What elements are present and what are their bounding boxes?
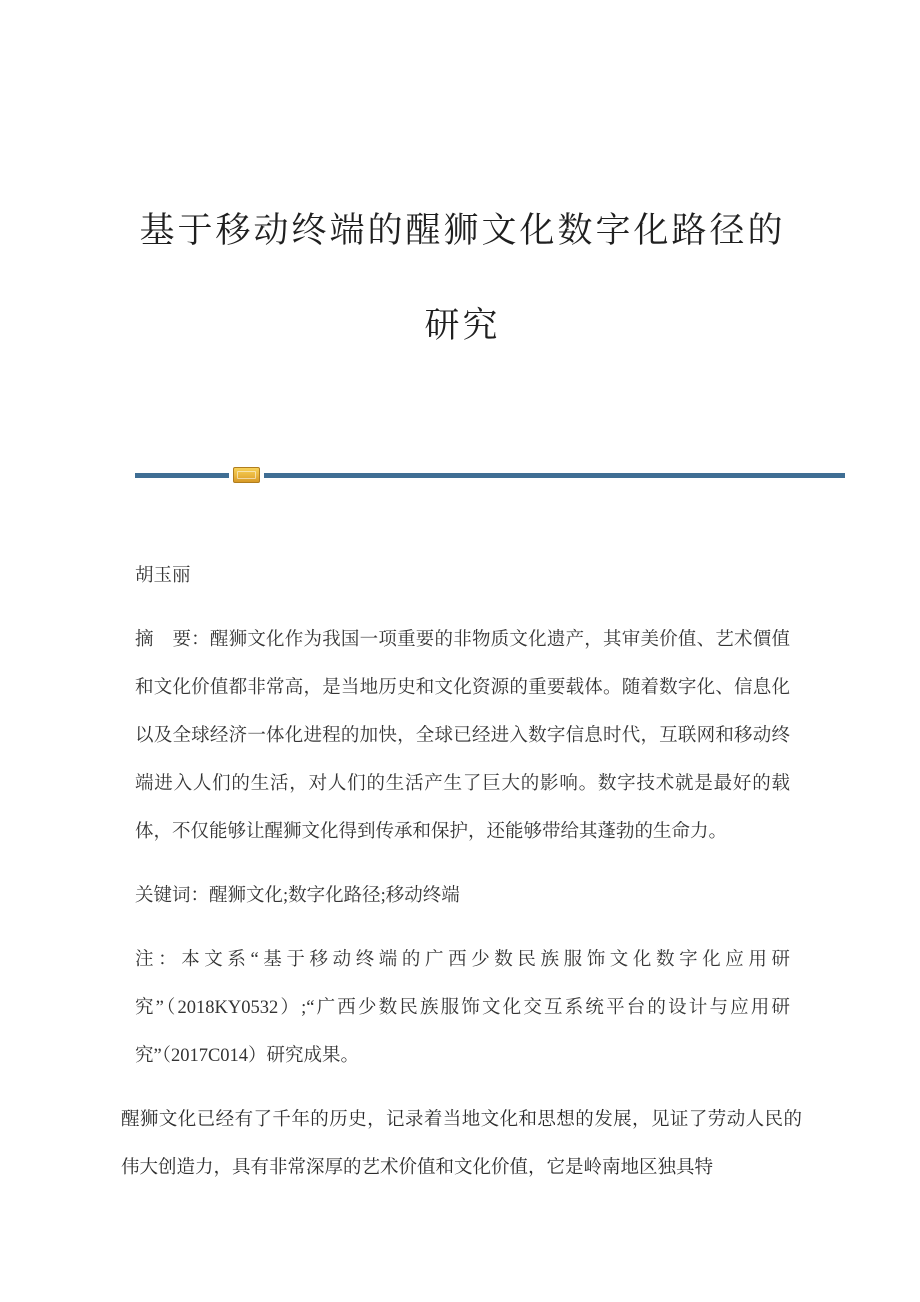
keywords-line: 关键词：醒狮文化;数字化路径;移动终端	[135, 886, 460, 906]
document-title	[135, 183, 790, 373]
title-divider	[135, 466, 845, 484]
divider-line-right	[264, 473, 845, 478]
title-line-2: 研究	[424, 306, 501, 345]
divider-line-left	[135, 473, 229, 478]
abstract-paragraph: 摘 要：醒狮文化作为我国一项重要的非物质文化遗产，其审美价值、艺术價值和文化价值都非常高，是当地历史和文化资源的重要载体。随着数字化、信息化以及全球经济一体化进程的加快，全球已经进入数字信息时代，互联网和移动终端进入人们的生活，对人们的生活产生了巨大的影响。数字技术就是最好的载体，不仅能够让醒狮文化得到传承和保护，还能够带给其蓬勃的生命力。	[135, 630, 790, 842]
title-line-1: 基于移动终端的醒狮文化数字化路径的	[139, 211, 786, 250]
author-name: 胡玉丽	[135, 566, 191, 586]
envelope-icon	[233, 467, 260, 483]
note-paragraph: 注：本文系“基于移动终端的广西少数民族服饰文化数字化应用研究”（2018KY0532）;“广西少数民族服饰文化交互系统平台的设计与应用研究”（2017C014）研究成果。	[135, 950, 790, 1066]
body-paragraph: 醒狮文化已经有了千年的历史，记录着当地文化和思想的发展，见证了劳动人民的伟大创造力，具有非常深厚的艺术价值和文化价值，它是岭南地区独具特	[121, 1110, 802, 1178]
